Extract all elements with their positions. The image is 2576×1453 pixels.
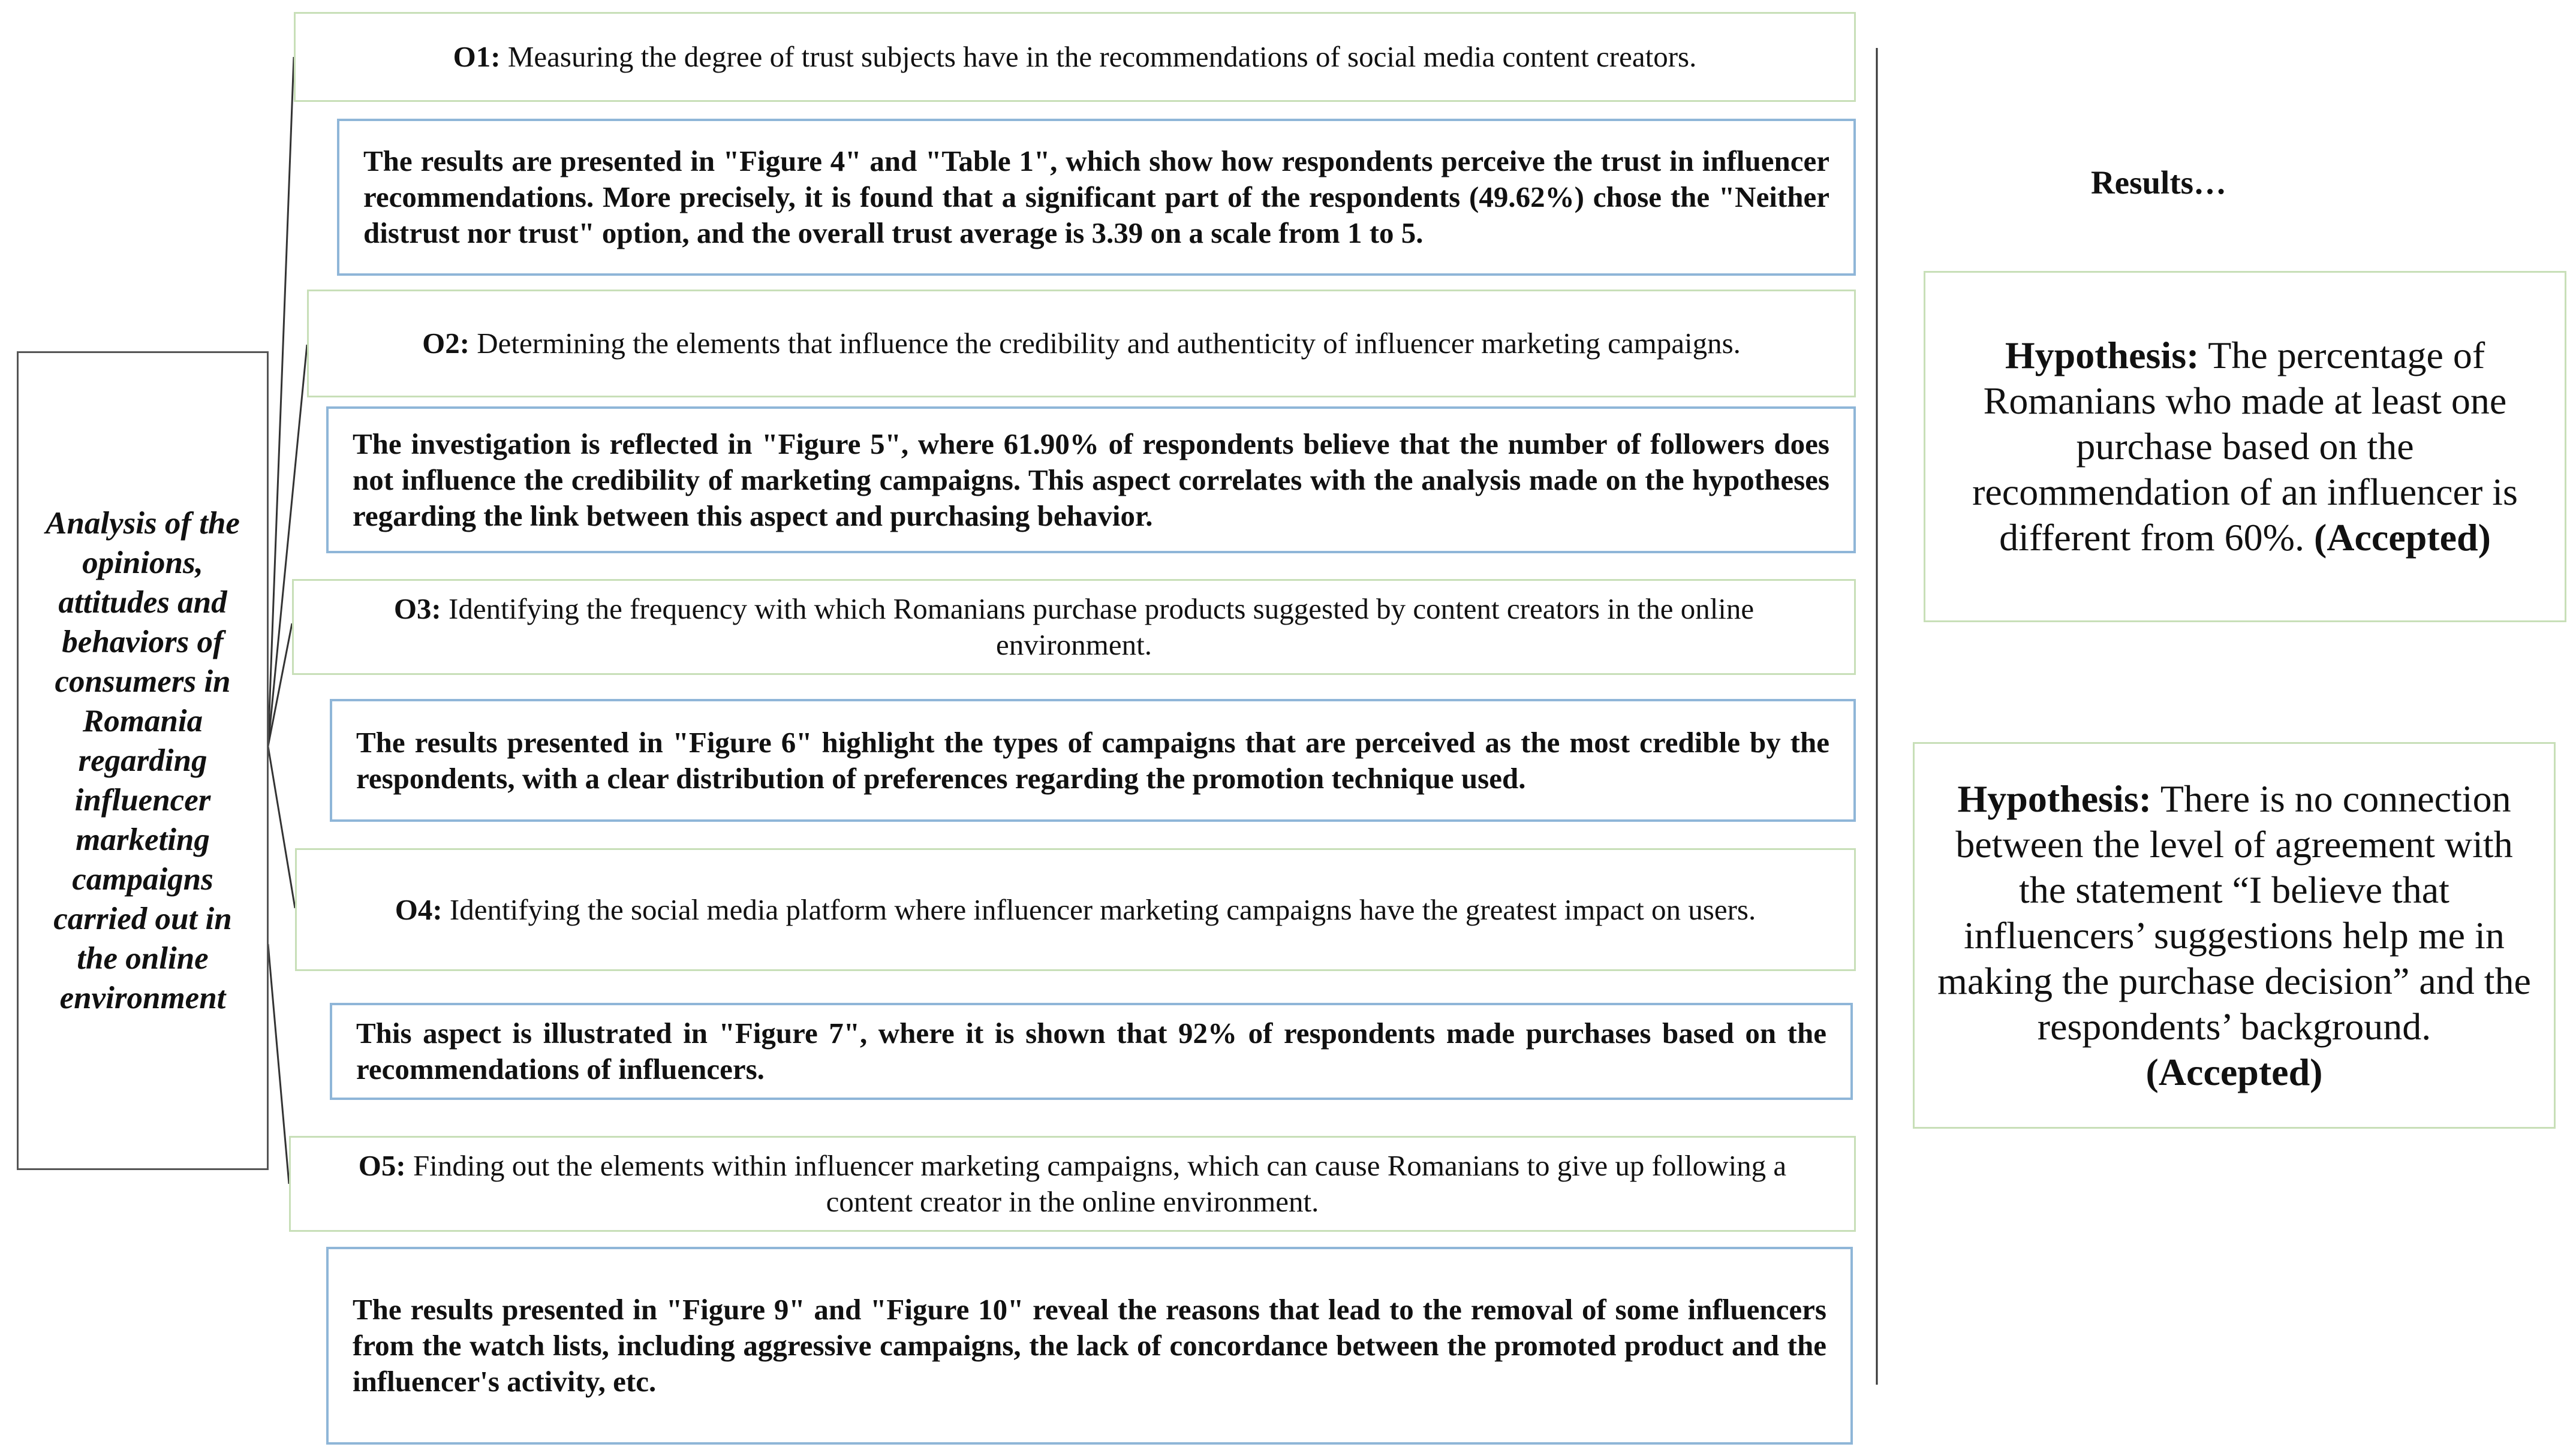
hypothesis-text: The percentage of Romanians who made at least one purchase based on the recommendation of an influencer is different from 60%. [1972, 334, 2518, 559]
hypothesis-status: (Accepted) [2145, 1050, 2323, 1093]
objective-box-o3 [292, 579, 1856, 675]
connector-o1 [268, 57, 294, 746]
objective-code: O3: [393, 592, 441, 625]
objective-box-o5 [289, 1136, 1856, 1232]
objective-text: Identifying the frequency with which Romanians purchase products suggested by content creators in the online environment. [441, 592, 1755, 661]
result-text: This aspect is illustrated in "Figure 7", where it is shown that 92% of respondents made purchases based on the recommendations of influencers. [356, 1017, 1826, 1086]
hypothesis-status: (Accepted) [2313, 516, 2491, 559]
hypothesis-box-1 [1924, 271, 2566, 622]
result-box-2 [326, 406, 1856, 553]
objective-box-o4 [295, 848, 1856, 971]
result-text: The investigation is reflected in "Figure 5", where 61.90% of respondents believe that the number of followers does not influence the credibility of marketing campaigns. This aspect correlates with the analysis made on the hypotheses regarding the link between this aspect and purchasing behavior. [353, 427, 1829, 532]
objective-code: O2: [422, 327, 470, 360]
result-box-4 [330, 1003, 1853, 1100]
main-topic-box [17, 351, 269, 1170]
objective-code: O5: [358, 1149, 406, 1182]
objective-code: O1: [453, 40, 501, 73]
connector-o4 [268, 746, 295, 908]
objective-code: O4: [395, 893, 443, 926]
result-text: The results presented in "Figure 6" highlight the types of campaigns that are perceived as the most credible by the respondents, with a clear distribution of preferences regarding the promotion technique used. [356, 725, 1829, 795]
result-box-5 [326, 1247, 1853, 1445]
objective-text: Finding out the elements within influencer marketing campaigns, which can cause Romanians to give up following a content creator in the online environment. [405, 1149, 1787, 1218]
connector-o2 [268, 345, 307, 746]
hypothesis-text: There is no connection between the level of agreement with the statement “I believe that influencers’ suggestions help me in making the purchase decision” and the respondents’ background. [1937, 777, 2531, 1048]
hypothesis-label: Hypothesis: [2005, 334, 2199, 376]
objective-text: Identifying the social media platform where influencer marketing campaigns have the greatest impact on users. [442, 893, 1756, 926]
hypothesis-box-2 [1913, 742, 2556, 1129]
objective-text: Determining the elements that influence the credibility and authenticity of influencer marketing campaigns. [470, 327, 1741, 360]
result-text: The results presented in "Figure 9" and "Figure 10" reveal the reasons that lead to the removal of some influencers from the watch lists, including aggressive campaigns, the lack of concordance between the promoted product and the influencer's activity, etc. [353, 1293, 1826, 1398]
hypothesis-label: Hypothesis: [1957, 777, 2152, 820]
result-box-3 [330, 699, 1856, 822]
objective-box-o1 [294, 12, 1856, 102]
results-heading: Results… [2090, 164, 2227, 201]
result-box-1 [337, 119, 1856, 276]
main-topic-text: Analysis of the opinions, attitudes and behaviors of consumers in Romania regarding influencer marketing campaigns carried out in the online environment [46, 506, 240, 1015]
connector-o5 [268, 944, 289, 1184]
objective-box-o2 [307, 290, 1856, 397]
objective-text: Measuring the degree of trust subjects have in the recommendations of social media content creators. [500, 40, 1697, 73]
result-text: The results are presented in "Figure 4" and "Table 1", which show how respondents perceive the trust in influencer recommendations. More precisely, it is found that a significant part of the respondents (49.62%) chose the "Neither distrust nor trust" option, and the overall trust average is 3.39 on a scale from 1 to 5. [363, 144, 1829, 249]
